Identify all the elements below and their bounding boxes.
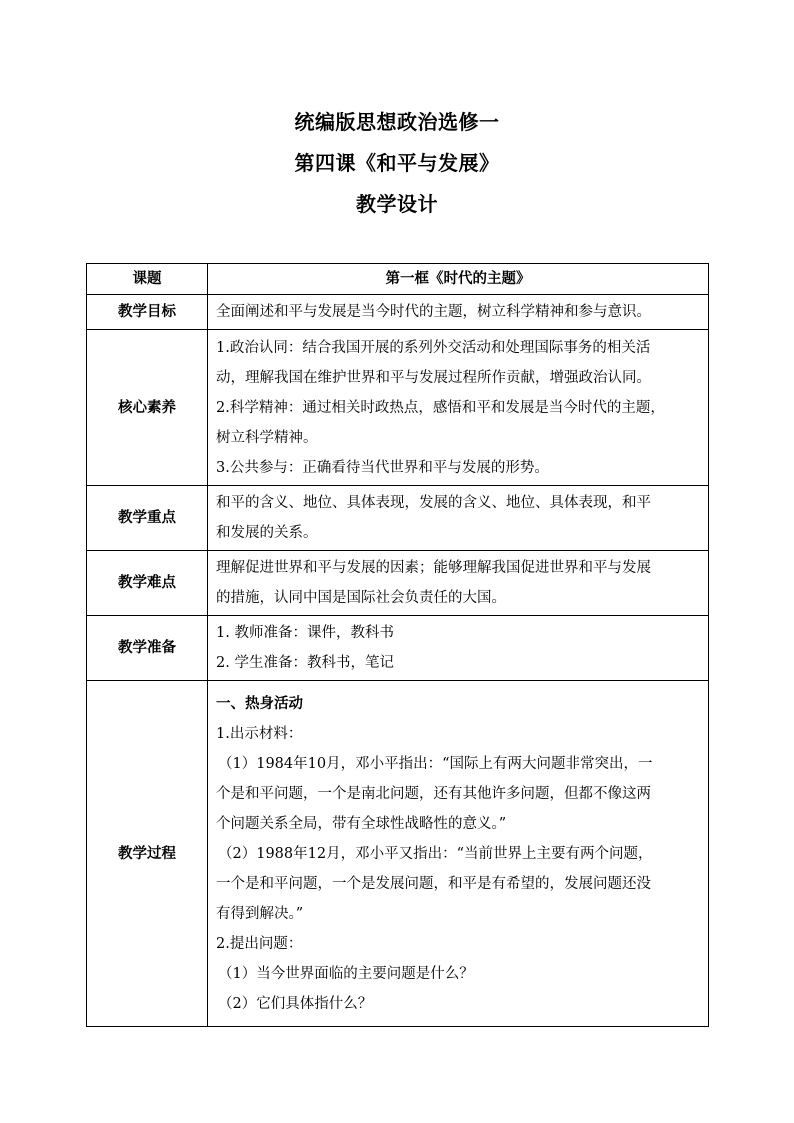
process-line: （2）它们具体指什么？ xyxy=(218,995,373,1012)
process-line: （2）1988年12月，邓小平又指出：“当前世界上主要有两个问题， xyxy=(218,845,653,862)
prep-label: 教学准备 xyxy=(87,616,208,681)
prep-line: 2. 学生准备：教科书，笔记 xyxy=(216,655,394,671)
lesson-plan-table xyxy=(86,263,709,1027)
difficult-label: 教学难点 xyxy=(87,551,208,616)
prep-content xyxy=(208,616,709,681)
process-line: （1）1984年10月，邓小平指出：“国际上有两大问题非常突出，一 xyxy=(218,755,653,772)
prep-line: 1. 教师准备：课件，教科书 xyxy=(216,625,394,641)
document-title-lesson: 第四课《和平与发展》 xyxy=(294,151,500,175)
core-line: 2.科学精神：通过相关时政热点，感悟和平和发展是当今时代的主题， xyxy=(216,399,665,416)
row-prep xyxy=(87,616,709,681)
process-line: 一个是和平问题，一个是发展问题，和平是有希望的，发展问题还没 xyxy=(216,875,651,892)
core-line: 3.公共参与：正确看待当代世界和平与发展的形势。 xyxy=(216,459,549,476)
process-line: 2.提出问题： xyxy=(216,935,303,952)
row-core xyxy=(87,330,709,486)
process-line: 有得到解决。” xyxy=(216,905,304,922)
process-label: 教学过程 xyxy=(87,681,208,1027)
core-label: 核心素养 xyxy=(87,330,208,486)
difficult-content xyxy=(208,551,709,616)
process-line: 个是和平问题，一个是南北问题，还有其他许多问题，但都不像这两 xyxy=(216,785,651,802)
goal-line: 全面阐述和平与发展是当今时代的主题，树立科学精神和参与意识。 xyxy=(216,304,651,320)
row-difficult xyxy=(87,551,709,616)
topic-value: 第一框《时代的主题》 xyxy=(208,264,709,295)
row-key xyxy=(87,486,709,551)
key-line: 和平的含义、地位、具体表现，发展的含义、地位、具体表现，和平 xyxy=(216,495,651,511)
core-line: 动，理解我国在维护世界和平与发展过程所作贡献，增强政治认同。 xyxy=(216,369,651,386)
core-content xyxy=(208,330,709,486)
process-line: 1.出示材料： xyxy=(216,725,303,742)
process-content xyxy=(208,681,709,1027)
process-line: 个问题关系全局，带有全球性战略性的意义。” xyxy=(216,815,507,832)
document-title-series: 统编版思想政治选修一 xyxy=(294,110,500,134)
process-line: （1）当今世界面临的主要问题是什么？ xyxy=(218,965,474,982)
difficult-line: 理解促进世界和平与发展的因素；能够理解我国促进世界和平与发展 xyxy=(216,560,651,576)
core-line: 1.政治认同：结合我国开展的系列外交活动和处理国际事务的相关活 xyxy=(216,339,651,356)
row-goal xyxy=(87,295,709,330)
process-heading: 一、热身活动 xyxy=(216,694,303,712)
key-line: 和发展的关系。 xyxy=(216,525,318,541)
difficult-line: 的措施，认同中国是国际社会负责任的大国。 xyxy=(216,590,506,606)
core-line: 树立科学精神。 xyxy=(216,429,318,446)
goal-content xyxy=(208,295,709,330)
topic-label: 课题 xyxy=(87,264,208,295)
key-content xyxy=(208,486,709,551)
goal-label: 教学目标 xyxy=(87,295,208,330)
key-label: 教学重点 xyxy=(87,486,208,551)
document-title-type: 教学设计 xyxy=(356,192,438,216)
row-topic xyxy=(87,264,709,295)
row-process xyxy=(87,681,709,1027)
